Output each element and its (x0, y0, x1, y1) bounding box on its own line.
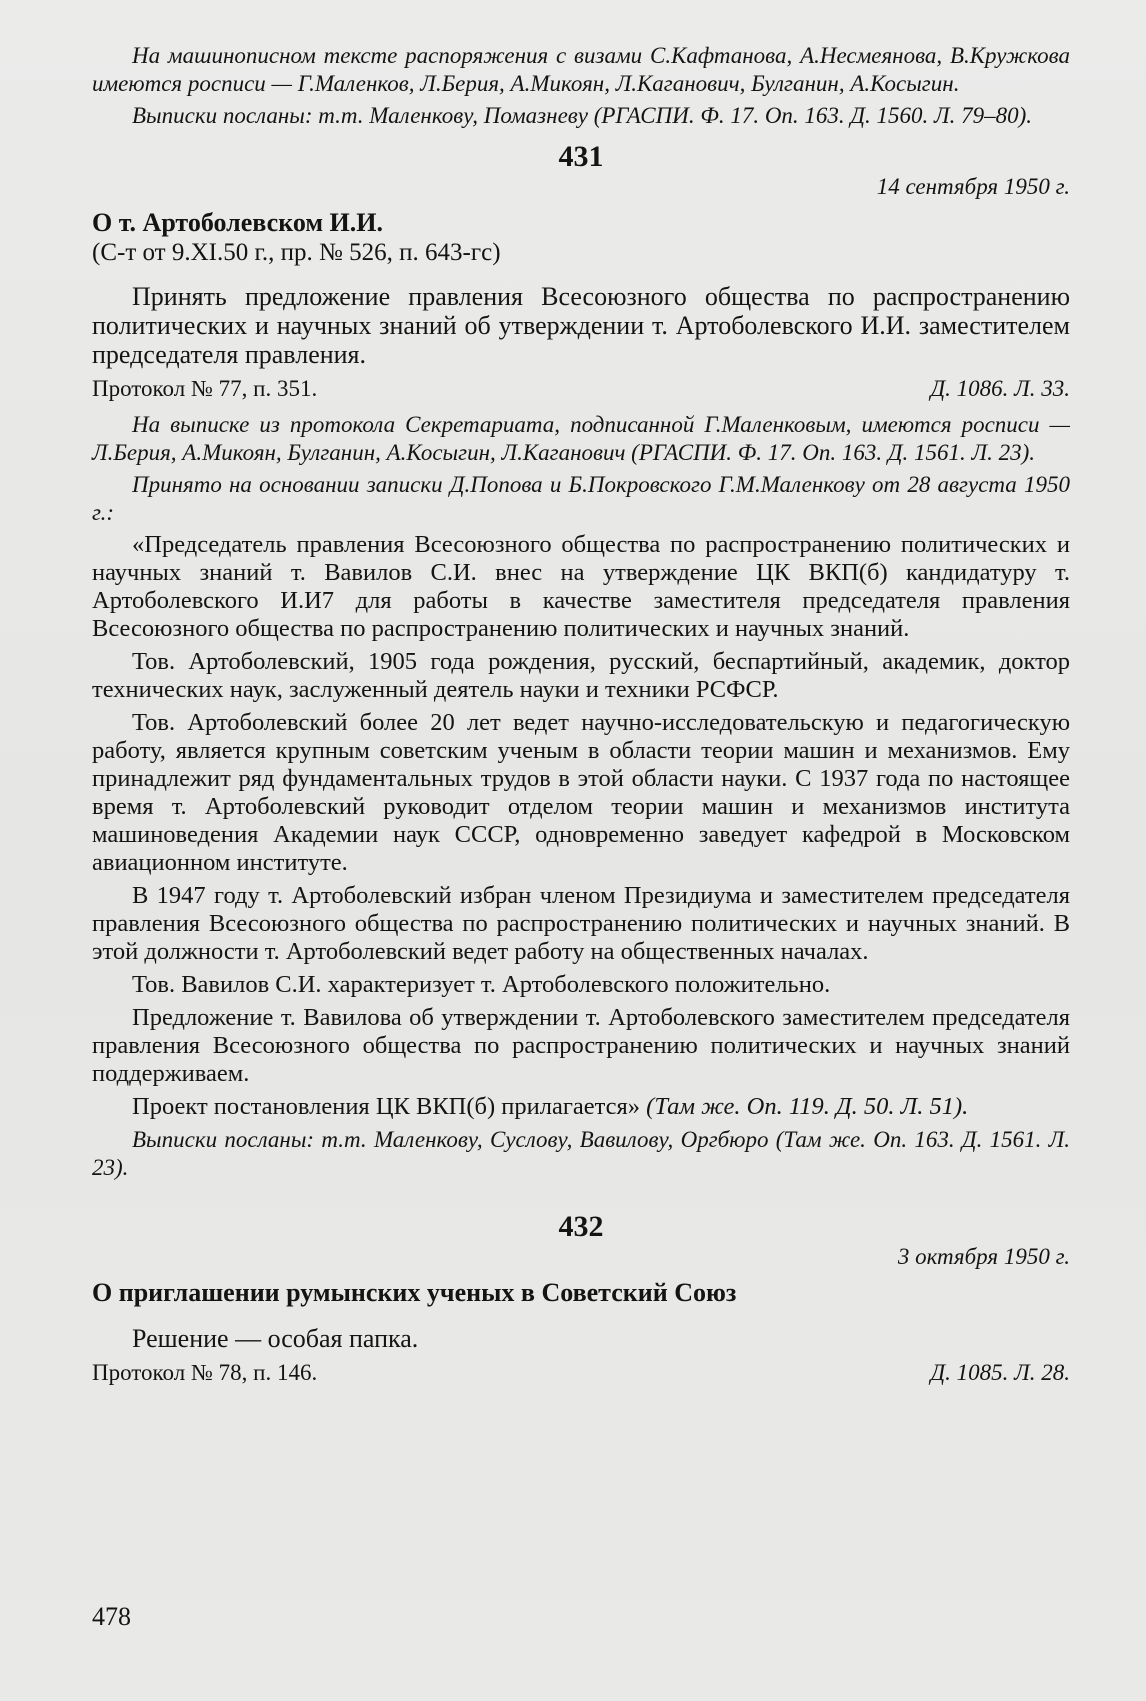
note-extracts: Выписки посланы: т.т. Маленкову, Помазневу (РГАСПИ. Ф. 17. Оп. 163. Д. 1560. Л. 79–80). (132, 103, 1033, 128)
page-number: 478 (92, 1602, 131, 1631)
doc-subtitle-431: (С-т от 9.XI.50 г., пр. № 526, п. 643-гс) (92, 239, 501, 266)
protocol-line-432 (92, 1359, 1070, 1387)
archive-ref-432: Д. 1085. Л. 28. (930, 1360, 1070, 1385)
memo-paragraph-6: Предложение т. Вавилова об утверждении т. Артоболевского заместителем председателя правления Всесоюзного общества по распространению политических и научных знаний поддерживаем. (92, 1004, 1070, 1087)
doc-number-431: 431 (558, 140, 604, 173)
memo-paragraph-7-text: Проект постановления ЦК ВКП(б) прилагается» (132, 1093, 641, 1120)
archive-ref-431: Д. 1086. Л. 33. (930, 376, 1070, 401)
note-basis-431: Принято на основании записки Д.Попова и Б.Покровского Г.М.Маленкову от 28 августа 1950 г.: (92, 472, 1070, 525)
memo-paragraph-7-ref: (Там же. Оп. 119. Д. 50. Л. 51). (646, 1093, 969, 1120)
extracts-431: Выписки посланы: т.т. Маленкову, Суслову, Вавилову, Оргбюро (Там же. Оп. 163. Д. 1561. Л. 23). (92, 1127, 1070, 1180)
memo-paragraph-5: Тов. Вавилов С.И. характеризует т. Артоболевского положительно. (132, 971, 831, 998)
memo-paragraph-2: Тов. Артоболевский, 1905 года рождения, русский, беспартийный, академик, доктор технических наук, заслуженный деятель науки и техники РСФСР. (92, 648, 1070, 703)
memo-paragraph-7 (92, 1093, 1070, 1121)
doc-date-431: 14 сентября 1950 г. (876, 174, 1070, 199)
protocol-432: Протокол № 78, п. 146. (92, 1360, 318, 1385)
doc-date-432: 3 октября 1950 г. (897, 1244, 1070, 1269)
note-visas: На машинописном тексте распоряжения с визами С.Кафтанова, А.Несмеянова, В.Кружкова имеются росписи — Г.Маленков, Л.Берия, А.Микоян, Л.Каганович, Булганин, А.Косыгин. (92, 43, 1070, 96)
doc-number-432: 432 (558, 1210, 604, 1243)
protocol-line-431 (92, 375, 1070, 403)
protocol-431: Протокол № 77, п. 351. (92, 376, 318, 401)
decision-431: Принять предложение правления Всесоюзного общества по распространению политических и научных знаний об утверждении т. Артоболевского И.И. заместителем председателя правления. (92, 282, 1070, 369)
memo-paragraph-4: В 1947 году т. Артоболевский избран членом Президиума и заместителем председателя правления Всесоюзного общества по распространению политических и научных знаний. В этой должности т. Артоболевский ведет работу на общественных началах. (92, 882, 1070, 965)
decision-432: Решение — особая папка. (132, 1324, 419, 1353)
memo-paragraph-1: «Председатель правления Всесоюзного общества по распространению политических и научных знаний т. Вавилов С.И. внес на утверждение ЦК ВКП(б) кандидатуру т. Артоболевского И.И7 для работы в качестве заместителя председателя правления Всесоюзного общества по распространению политических и научных знаний. (92, 531, 1070, 642)
note-signatures-431: На выписке из протокола Секретариата, подписанной Г.Маленковым, имеются росписи — Л.Берия, А.Микоян, Булганин, А.Косыгин, Л.Каганович (РГАСПИ. Ф. 17. Оп. 163. Д. 1561. Л. 23). (92, 412, 1070, 465)
memo-paragraph-3: Тов. Артоболевский более 20 лет ведет научно-исследовательскую и педагогическую работу, является крупным советским ученым в области теории машин и механизмов. Ему принадлежит ряд фундаментальных трудов в этой области науки. С 1937 года по настоящее время т. Артоболевский руководит отделом теории машин и механизмов института машиноведения Академии наук СССР, одновременно заведует кафедрой в Московском авиационном институте. (92, 709, 1070, 876)
doc-title-431: О т. Артоболевском И.И. (92, 208, 384, 237)
page-content (92, 42, 1070, 1395)
doc-title-432: О приглашении румынских ученых в Советский Союз (92, 1278, 737, 1307)
